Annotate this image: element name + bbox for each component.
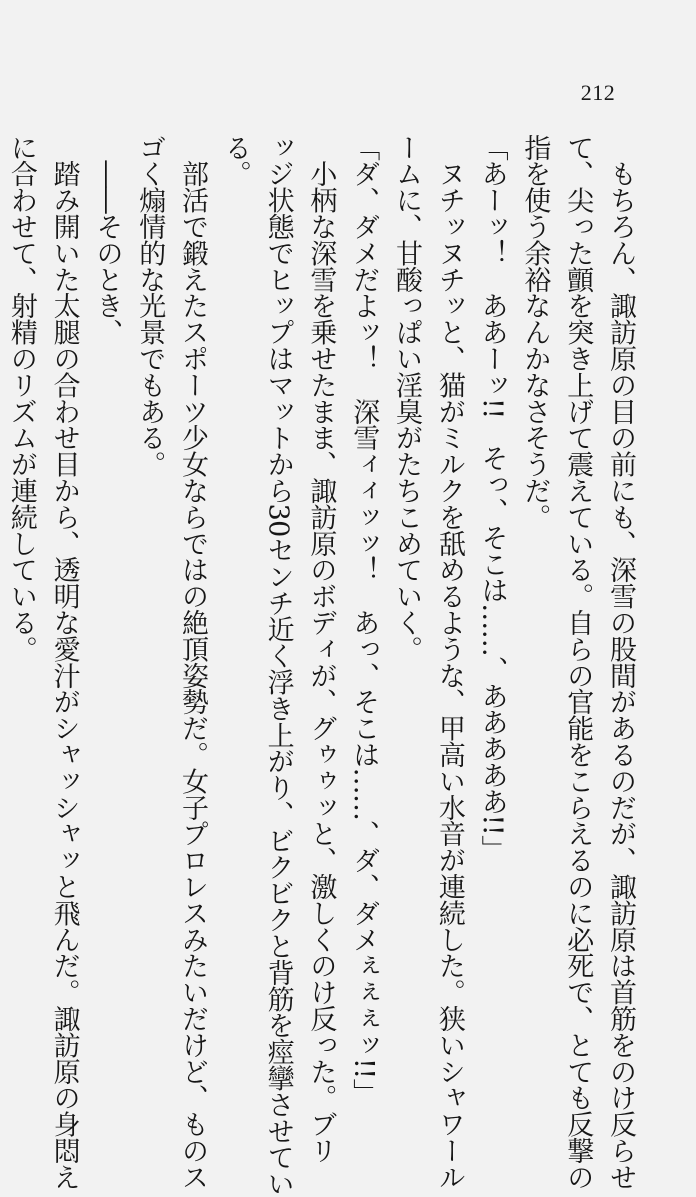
- text-line: に合わせて、射精のリズムが連続している。: [5, 134, 37, 663]
- text-line: 踏み開いた太腿の合わせ目から、透明な愛汁がシャッシャッと飛んだ。諏訪原の身悶え: [48, 134, 80, 1191]
- text-line: る。: [219, 134, 251, 187]
- text-line: ゴく煽情的な光景でもある。: [134, 134, 166, 478]
- page-number: 212: [580, 80, 616, 105]
- body-text: [0, 134, 641, 1197]
- text-line: 指を使う余裕なんかなさそうだ。: [519, 134, 551, 531]
- text-line: もちろん、諏訪原の目の前にも、深雪の股間があるのだが、諏訪原は首筋をのけ反らせ: [605, 134, 636, 1191]
- text-line: て、尖った顫を突き上げて震えている。自らの官能をこらえるのに必死で、とても反撃の: [562, 134, 594, 1191]
- text-line: ッジ状態でヒップはマットから30センチ近く浮き上がり、ビクビクと背筋を痙攣させてい: [262, 134, 294, 1197]
- text-line: 「あーッ！ ああーッ!! そっ、そこは……、あああああ!!」: [476, 134, 508, 862]
- text-line: 「ダ、ダメだよッ！ 深雪ィィッッ！ あっ、そこは……、ダ、ダメぇぇぇッ!!」: [348, 134, 380, 1105]
- text-line: ――そのとき、: [91, 134, 123, 346]
- text-line: 小柄な深雪を乗せたまま、諏訪原のボディが、グゥゥッと、激しくのけ反った。ブリ: [305, 134, 337, 1164]
- text-line: 部活で鍛えたスポーツ少女ならではの絶頂姿勢だ。女子プロレスみたいだけど、ものス: [177, 134, 209, 1191]
- text-line: ヌチッヌチッと、猫がミルクを舐めるような、甲高い水音が連続した。狭いシャワール: [433, 134, 465, 1191]
- text-line: ームに、甘酸っぱい淫臭がたちこめていく。: [391, 134, 423, 663]
